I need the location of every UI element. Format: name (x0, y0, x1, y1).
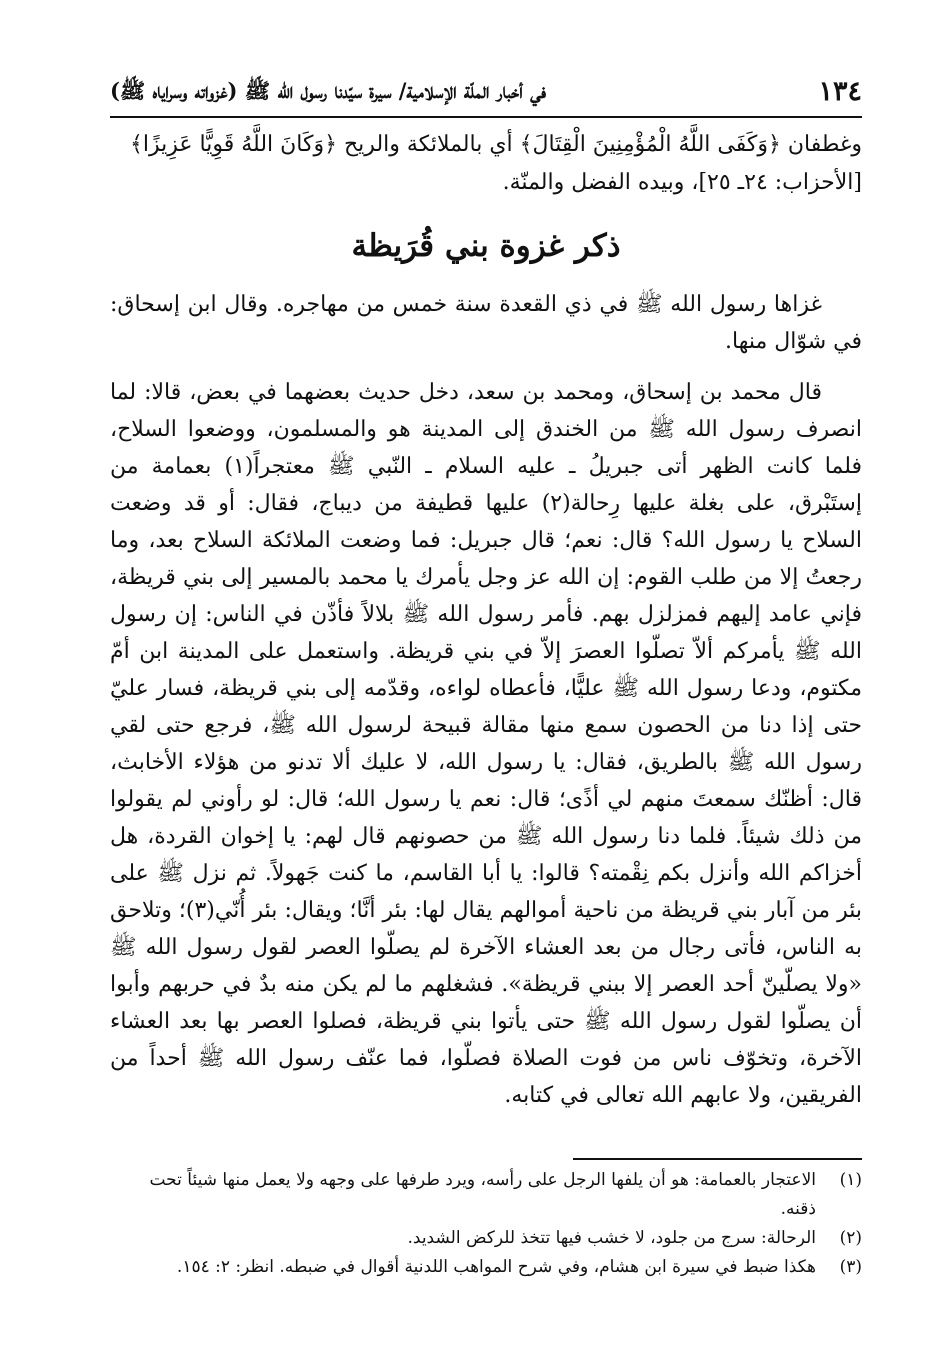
running-title: في أخبار الملّة الإسلامية/ سيرة سيّدنا رسول الله ﷺ (غزواته وسراياه ﷺ) (110, 78, 547, 103)
intro-line: [الأحزاب: ٢٤ـ ٢٥]، وبيده الفضل والمنّة. (502, 170, 862, 195)
main-text (110, 126, 862, 1114)
footnote-text: هكذا ضبط في سيرة ابن هشام، وفي شرح المواهب اللدنية أقوال في ضبطه. انظر: ٢: ١٥٤. (176, 1257, 816, 1277)
page-header (110, 66, 862, 118)
footnote-number: (١) (839, 1170, 862, 1190)
footnote-separator (573, 1158, 862, 1160)
paragraph: قال محمد بن إسحاق، ومحمد بن سعد، دخل حديث بعضهما في بعض، قالا: لما انصرف رسول الله ﷺ من الخندق إلى المدينة هو والمسلمون، ووضعوا السلاح، فلما كانت الظهر أتى جبريلُ ـ عليه السلام ـ النّبي ﷺ معتجراً(١) بعمامة من إستَبْرق، على بغلة عليها رِحالة(٢) عليها قطيفة من ديباج، فقال: أو قد وضعت السلاح يا رسول الله؟ قال: نعم؛ قال جبريل: فما وضعت الملائكة السلاح بعد، وما رجعتُ إلا من طلب القوم: إن الله عز وجل يأمرك يا محمد بالمسير إلى بني قريظة، فإني عامد إليهم فمزلزل بهم. فأمر رسول الله ﷺ بلالاً فأذّن في الناس: إن رسول الله ﷺ يأمركم ألاّ تصلّوا العصرَ إلاّ في بني قريظة. واستعمل على المدينة ابن أمّ مكتوم، ودعا رسول الله ﷺ عليًّا، فأعطاه لواءه، وقدّمه إلى بني قريظة، فسار عليّ حتى إذا دنا من الحصون سمع منها مقالة قبيحة لرسول الله ﷺ، فرجع حتى لقي رسول الله ﷺ بالطريق، فقال: يا رسول الله، لا عليك ألا تدنو من هؤلاء الأخابث، قال: أظنّك سمعتَ منهم لي أذًى؛ قال: نعم يا رسول الله؛ قال: لو رأوني لم يقولوا من ذلك شيئاً. فلما دنا رسول الله ﷺ من حصونهم قال لهم: يا إخوان القردة، هل أخزاكم الله وأنزل بكم نِقْمته؟ قالوا: يا أبا القاسم، ما كنت جَهولاً. ثم نزل ﷺ على بئر من آبار بني قريظة من ناحية أموالهم يقال لها: بئر أنَّا؛ ويقال: بئر أُنّي(٣)؛ وتلاحق به الناس، فأتى رجال من بعد العشاء الآخرة لم يصلّوا العصر لقول رسول الله ﷺ «ولا يصلّينّ أحد العصر إلا ببني قريظة». فشغلهم ما لم يكن منه بدٌ في حربهم وأبوا أن يصلّوا لقول رسول الله ﷺ حتى يأتوا بني قريظة، فصلوا العصر بها بعد العشاء الآخرة، وتخوّف ناس من فوت الصلاة فصلّوا، فما عنّف رسول الله ﷺ أحداً من الفريقين، ولا عابهم الله تعالى في كتابه. (110, 380, 862, 1108)
footnote-number: (٢) (839, 1228, 862, 1248)
page-number: ١٣٤ (818, 76, 862, 107)
intro-line: وغطفان ﴿وَكَفَى اللَّهُ الْمُؤْمِنِينَ الْقِتَالَ﴾ أي بالملائكة والريح ﴿وَكَانَ اللَّهُ قَوِيًّا عَزِيزًا﴾ (130, 132, 862, 157)
footnotes (110, 1166, 862, 1282)
footnote (110, 1253, 862, 1282)
footnote-text: الاعتجار بالعمامة: هو أن يلفها الرجل على رأسه، ويرد طرفها على وجهه ولا يعمل منها شيئاً تحت ذقنه. (149, 1170, 816, 1219)
footnote (110, 1166, 862, 1224)
footnote-number: (٣) (839, 1257, 862, 1277)
paragraph: غزاها رسول الله ﷺ في ذي القعدة سنة خمس من مهاجره. وقال ابن إسحاق: في شوّال منها. (110, 292, 862, 354)
footnote (110, 1224, 862, 1253)
section-title: ذكر غزوة بني قُرَيظة (351, 228, 621, 264)
footnote-text: الرحالة: سرج من جلود، لا خشب فيها تتخذ للركض الشديد. (407, 1228, 816, 1248)
